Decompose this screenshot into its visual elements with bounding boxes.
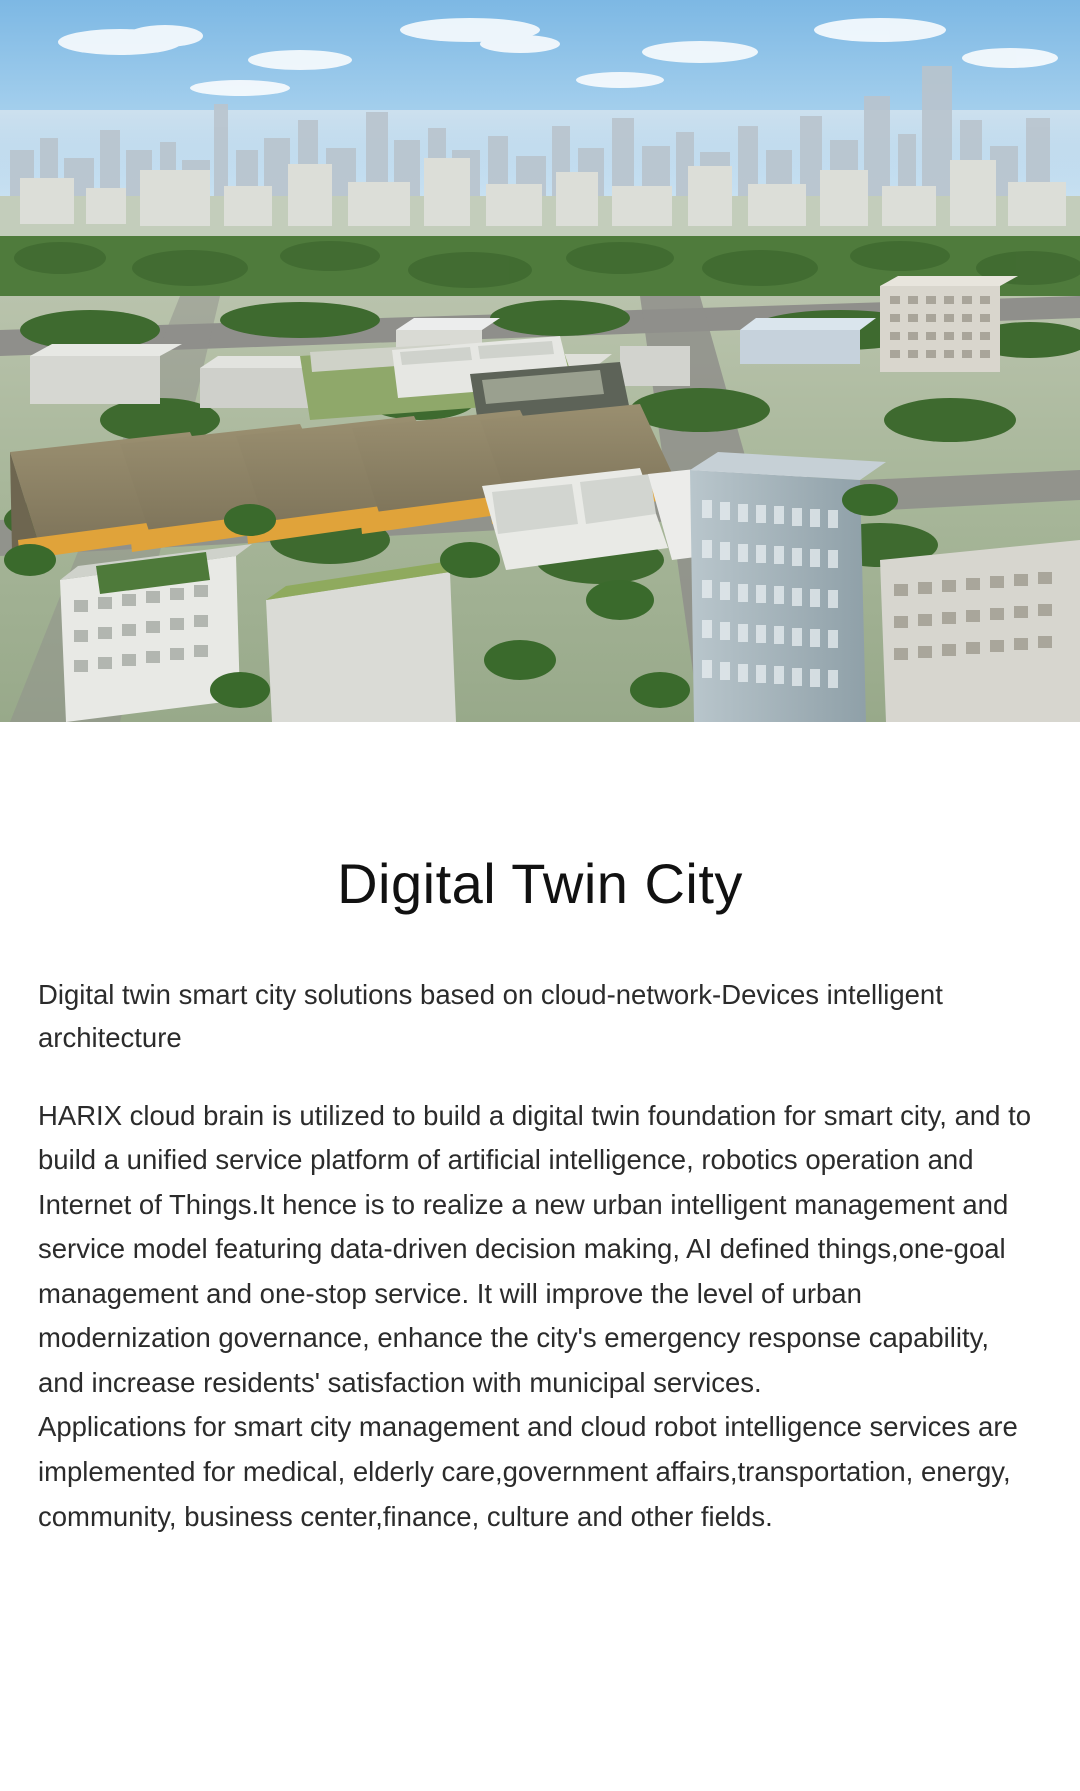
article-paragraph-2: Applications for smart city management and cloud robot intelligence services are implemented for medical, elderly care,government affairs,transportation, energy, community, business center,finance, culture and other fields. xyxy=(38,1411,1018,1532)
hero-image xyxy=(0,0,1080,722)
city-illustration xyxy=(0,0,1080,722)
article-paragraph-1: HARIX cloud brain is utilized to build a digital twin foundation for smart city, and to build a unified service platform of artificial intelligence, robotics operation and Internet of Things.It hence is to realize a new urban intelligent management and service model featuring data-driven decision making, AI defined things,one-goal management and one-stop service. It will improve the level of urban modernization governance, enhance the city's emergency response capability, and increase residents' satisfaction with municipal services. xyxy=(38,1099,1032,1398)
page-title: Digital Twin City xyxy=(337,852,743,915)
article-lede: Digital twin smart city solutions based on cloud-network-Devices intelligent architecture xyxy=(38,979,943,1054)
article-content xyxy=(0,852,1080,1539)
